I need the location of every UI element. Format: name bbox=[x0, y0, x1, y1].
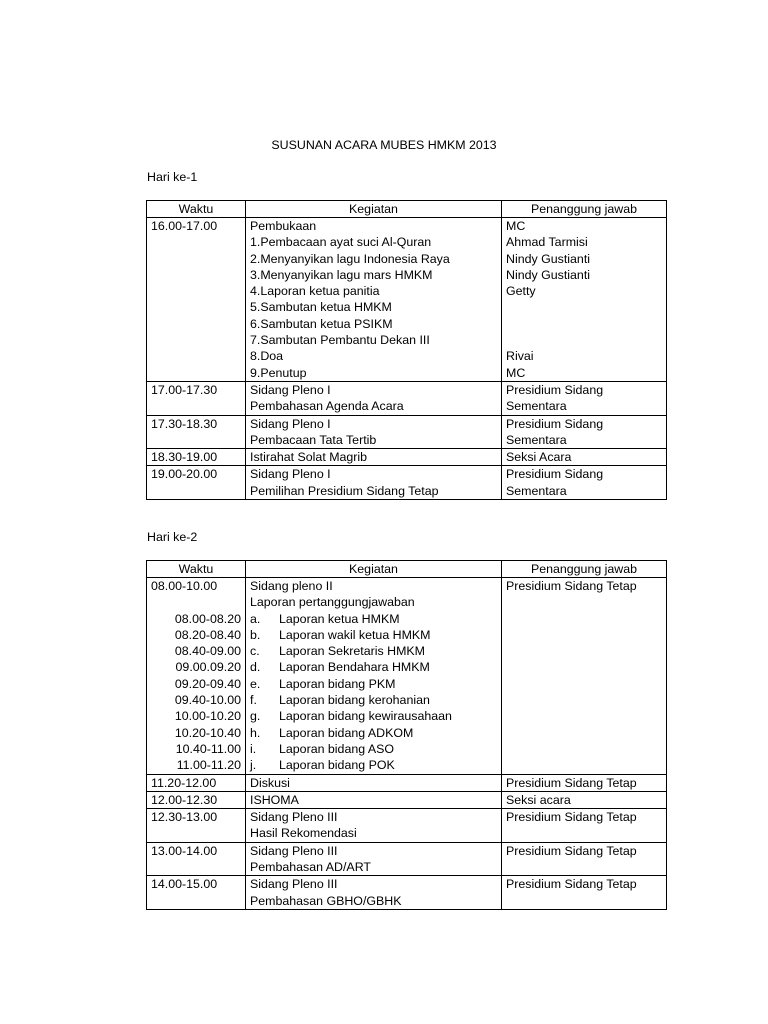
activity-text: Diskusi bbox=[250, 775, 290, 790]
activity-text: Sidang Pleno I bbox=[250, 416, 331, 431]
activity-text: Pembahasan Agenda Acara bbox=[250, 399, 404, 414]
time-text: 17.00-17.30 bbox=[151, 382, 218, 397]
table-row bbox=[147, 218, 667, 382]
time-text: 17.30-18.30 bbox=[151, 416, 218, 431]
time-cell bbox=[147, 466, 246, 500]
report-item-text: Laporan Sekretaris HMKM bbox=[279, 644, 425, 659]
time-text: 12.30-13.00 bbox=[151, 810, 218, 825]
table-row bbox=[147, 842, 667, 876]
person-in-charge-text bbox=[506, 299, 662, 315]
person-in-charge-cell bbox=[502, 449, 667, 466]
person-in-charge-text: Presidium Sidang Tetap bbox=[506, 579, 637, 593]
person-in-charge-text: MC bbox=[506, 365, 526, 380]
person-in-charge-text: Presidium Sidang Tetap bbox=[506, 877, 637, 892]
activity-text: Pemilihan Presidium Sidang Tetap bbox=[250, 483, 439, 498]
time-cell bbox=[147, 809, 246, 843]
activity-cell bbox=[246, 876, 502, 910]
activity-text: 3.Menyanyikan lagu mars HMKM bbox=[250, 267, 433, 282]
activity-text: 1.Pembacaan ayat suci Al-Quran bbox=[250, 235, 432, 250]
activity-cell bbox=[246, 842, 502, 876]
activity-text: Sidang Pleno I bbox=[250, 382, 331, 397]
sub-time-text: 10.40-11.00 bbox=[175, 741, 241, 756]
person-in-charge-text: Rivai bbox=[506, 349, 534, 364]
activity-text: 6.Sambutan ketua PSIKM bbox=[250, 316, 393, 331]
person-in-charge-cell bbox=[502, 466, 667, 500]
activity-cell bbox=[246, 415, 502, 449]
person-in-charge-text: Presidium Sidang Tetap bbox=[506, 775, 637, 790]
time-text: 12.00-12.30 bbox=[151, 792, 218, 807]
activity-text: Pembahasan GBHO/GBHK bbox=[250, 893, 402, 908]
time-cell bbox=[147, 218, 246, 382]
time-text: 14.00-15.00 bbox=[151, 877, 218, 892]
activity-text: Pembacaan Tata Tertib bbox=[250, 432, 377, 447]
report-item-text: Laporan bidang kewirausahaan bbox=[279, 709, 452, 724]
table-row bbox=[147, 809, 667, 843]
activity-cell bbox=[246, 774, 502, 791]
person-in-charge-text: Presidium Sidang Tetap bbox=[506, 810, 637, 825]
activity-text: Sidang Pleno I bbox=[250, 467, 331, 482]
day-2-schedule-table bbox=[146, 560, 667, 910]
spacer bbox=[151, 594, 241, 610]
activity-text: Laporan pertanggungjawaban bbox=[250, 595, 415, 610]
report-item bbox=[250, 741, 497, 757]
report-item-text: Laporan ketua HMKM bbox=[279, 611, 400, 626]
person-in-charge-text: Presidium Sidang bbox=[506, 416, 604, 431]
header-time: Waktu bbox=[147, 561, 246, 578]
table-row bbox=[147, 578, 667, 775]
person-in-charge-cell bbox=[502, 842, 667, 876]
person-in-charge-cell bbox=[502, 791, 667, 808]
sub-time-text: 09.00.09.20 bbox=[175, 660, 241, 675]
sub-time-text: 08.20-08.40 bbox=[174, 627, 241, 642]
activity-cell bbox=[246, 791, 502, 808]
activity-text: Sidang Pleno III bbox=[250, 810, 338, 825]
person-in-charge-text: Getty bbox=[506, 284, 536, 299]
time-cell bbox=[147, 415, 246, 449]
report-item bbox=[250, 659, 497, 675]
report-item-index: e. bbox=[250, 676, 261, 691]
day-1-schedule-table bbox=[146, 200, 667, 500]
table-row bbox=[147, 791, 667, 808]
header-time: Waktu bbox=[147, 201, 246, 218]
person-in-charge-cell bbox=[502, 218, 667, 382]
time-cell bbox=[147, 381, 246, 415]
activity-text: Sidang Pleno III bbox=[250, 877, 338, 892]
person-in-charge-text: Presidium Sidang bbox=[506, 467, 604, 482]
report-item bbox=[250, 757, 497, 773]
report-item-text: Laporan wakil ketua HMKM bbox=[279, 627, 431, 642]
report-item-index: b. bbox=[250, 627, 261, 642]
document-title: SUSUNAN ACARA MUBES HMKM 2013 bbox=[271, 138, 497, 152]
sub-time-text: 08.00-08.20 bbox=[174, 611, 241, 626]
report-item-index: d. bbox=[250, 660, 261, 675]
report-item bbox=[250, 611, 497, 627]
person-in-charge-cell bbox=[502, 876, 667, 910]
report-item bbox=[250, 692, 497, 708]
report-item-index: h. bbox=[250, 725, 261, 740]
report-item bbox=[250, 708, 497, 724]
person-in-charge-cell bbox=[502, 415, 667, 449]
person-in-charge-text: Sementara bbox=[506, 399, 567, 414]
person-in-charge-text bbox=[506, 332, 662, 348]
person-in-charge-cell bbox=[502, 809, 667, 843]
report-item bbox=[250, 725, 497, 741]
sub-time-text: 10.20-10.40 bbox=[174, 725, 241, 740]
activity-text: Istirahat Solat Magrib bbox=[250, 450, 368, 465]
table-row bbox=[147, 415, 667, 449]
report-item-index: i. bbox=[250, 741, 257, 756]
table-row bbox=[147, 449, 667, 466]
activity-text: 7.Sambutan Pembantu Dekan III bbox=[250, 333, 430, 348]
time-cell bbox=[147, 449, 246, 466]
activity-text: 5.Sambutan ketua HMKM bbox=[250, 300, 392, 315]
person-in-charge-cell bbox=[502, 381, 667, 415]
sub-time-text: 08.40-09.00 bbox=[174, 644, 241, 659]
person-in-charge-text: MC bbox=[506, 219, 526, 233]
report-item bbox=[250, 627, 497, 643]
activity-cell bbox=[246, 809, 502, 843]
time-text: 11.20-12.00 bbox=[151, 775, 217, 790]
activity-cell bbox=[246, 218, 502, 382]
table-row bbox=[147, 774, 667, 791]
report-item-text: Laporan bidang ADKOM bbox=[279, 725, 414, 740]
report-item-index: f. bbox=[250, 693, 257, 708]
activity-cell bbox=[246, 578, 502, 775]
report-item-text: Laporan Bendahara HMKM bbox=[279, 660, 430, 675]
activity-text: Sidang pleno II bbox=[250, 579, 333, 593]
person-in-charge-text: Nindy Gustianti bbox=[506, 267, 591, 282]
activity-text: ISHOMA bbox=[250, 792, 299, 807]
activity-text: Pembukaan bbox=[250, 219, 317, 233]
activity-text: Pembahasan AD/ART bbox=[250, 860, 371, 875]
activity-text: Hasil Rekomendasi bbox=[250, 826, 357, 841]
person-in-charge-cell bbox=[502, 774, 667, 791]
table-header-row bbox=[147, 201, 667, 218]
report-item-index: c. bbox=[250, 644, 260, 659]
person-in-charge-text: Sementara bbox=[506, 432, 567, 447]
sub-time-text: 09.20-09.40 bbox=[174, 676, 241, 691]
table-row bbox=[147, 381, 667, 415]
table-row bbox=[147, 876, 667, 910]
activity-text: Sidang Pleno III bbox=[250, 843, 338, 858]
time-cell bbox=[147, 774, 246, 791]
report-item-text: Laporan bidang ASO bbox=[279, 741, 395, 756]
person-in-charge-text: Presidium Sidang Tetap bbox=[506, 843, 637, 858]
report-item bbox=[250, 643, 497, 659]
header-person-in-charge: Penanggung jawab bbox=[502, 561, 667, 578]
activity-text: 2.Menyanyikan lagu Indonesia Raya bbox=[250, 251, 450, 266]
sub-time-text: 09.40-10.00 bbox=[174, 693, 241, 708]
report-item-text: Laporan bidang POK bbox=[279, 758, 395, 773]
table-header-row bbox=[147, 561, 667, 578]
activity-text: 4.Laporan ketua panitia bbox=[250, 284, 380, 299]
person-in-charge-cell bbox=[502, 578, 667, 775]
report-item-index: a. bbox=[250, 611, 261, 626]
time-text: 16.00-17.00 bbox=[151, 219, 218, 233]
time-cell bbox=[147, 842, 246, 876]
person-in-charge-text: Seksi Acara bbox=[506, 450, 572, 465]
sub-time-text: 11.00-11.20 bbox=[176, 758, 241, 773]
report-item-text: Laporan bidang kerohanian bbox=[279, 693, 430, 708]
time-text: 18.30-19.00 bbox=[151, 450, 218, 465]
person-in-charge-text: Nindy Gustianti bbox=[506, 251, 591, 266]
activity-cell bbox=[246, 381, 502, 415]
day-2-label: Hari ke-2 bbox=[147, 530, 198, 544]
sub-time-text: 10.00-10.20 bbox=[174, 709, 241, 724]
person-in-charge-text: Seksi acara bbox=[506, 792, 571, 807]
time-text: 13.00-14.00 bbox=[151, 843, 218, 858]
activity-cell bbox=[246, 449, 502, 466]
time-cell bbox=[147, 578, 246, 775]
report-item bbox=[250, 676, 497, 692]
day-1-label: Hari ke-1 bbox=[147, 170, 198, 184]
time-text: 08.00-10.00 bbox=[151, 579, 218, 593]
header-activity: Kegiatan bbox=[246, 201, 502, 218]
person-in-charge-text bbox=[506, 316, 662, 332]
person-in-charge-text: Sementara bbox=[506, 483, 567, 498]
time-cell bbox=[147, 876, 246, 910]
person-in-charge-text: Ahmad Tarmisi bbox=[506, 235, 588, 250]
activity-text: 8.Doa bbox=[250, 349, 284, 364]
person-in-charge-text: Presidium Sidang bbox=[506, 382, 604, 397]
header-activity: Kegiatan bbox=[246, 561, 502, 578]
table-row bbox=[147, 466, 667, 500]
time-text: 19.00-20.00 bbox=[151, 467, 218, 482]
activity-text: 9.Penutup bbox=[250, 365, 307, 380]
report-item-index: j. bbox=[250, 758, 257, 773]
report-item-index: g. bbox=[250, 709, 261, 724]
time-cell bbox=[147, 791, 246, 808]
header-person-in-charge: Penanggung jawab bbox=[502, 201, 667, 218]
activity-cell bbox=[246, 466, 502, 500]
report-item-text: Laporan bidang PKM bbox=[279, 676, 396, 691]
